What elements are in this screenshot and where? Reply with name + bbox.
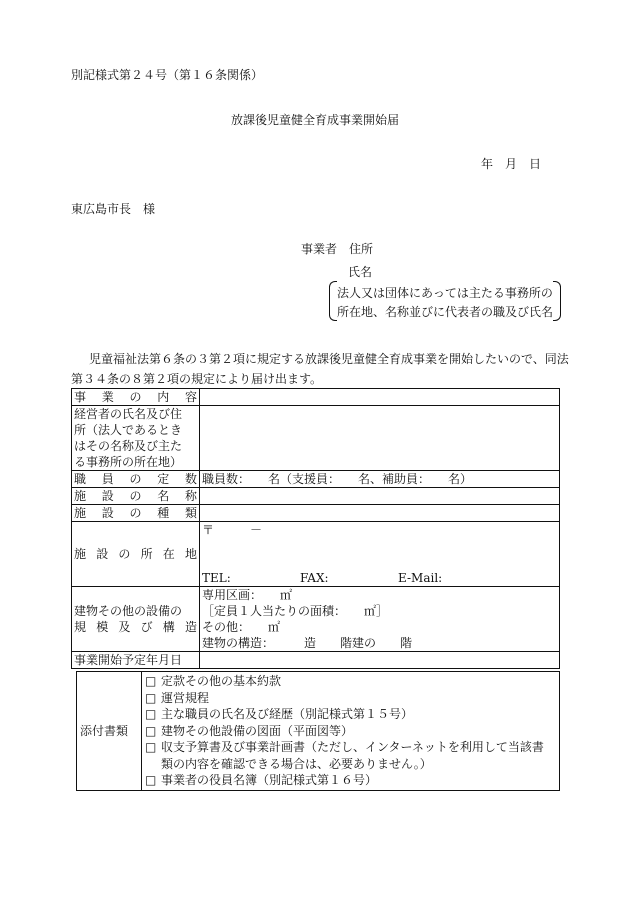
table-row bbox=[72, 587, 560, 652]
applicant-name-label: 氏名 bbox=[348, 265, 373, 279]
checkbox-icon[interactable]: □ bbox=[145, 707, 157, 721]
operator-label-line: る事務所の所在地） bbox=[74, 455, 183, 469]
form-id: 別記様式第２４号（第１６条関係） bbox=[71, 68, 264, 82]
label-business-content: 事 業 の 内 容 bbox=[72, 389, 200, 406]
field-staff-count[interactable]: 職員数： 名（支援員： 名、補助員： 名） bbox=[200, 471, 560, 488]
date-line: 年 月 日 bbox=[481, 157, 542, 171]
operator-label-line: 所（法人であるとき bbox=[74, 423, 183, 437]
checkbox-icon[interactable]: □ bbox=[145, 740, 157, 754]
label-start-date: 事業開始予定年月日 bbox=[72, 652, 200, 669]
note-line-2: 所在地、名称並びに代表者の職及び氏名 bbox=[337, 305, 554, 319]
field-facility-name[interactable] bbox=[200, 488, 560, 505]
email-label: E-Mail: bbox=[398, 571, 443, 585]
label-facility-location: 施 設 の 所 在 地 bbox=[72, 522, 200, 587]
operator-label-line: 経営者の氏名及び住 bbox=[74, 407, 183, 421]
field-operator[interactable] bbox=[200, 406, 560, 471]
applicant-address-label: 事業者 住所 bbox=[301, 242, 374, 256]
list-item: □ 建物その他設備の図面（平面図等） bbox=[145, 723, 354, 738]
attachments-list bbox=[142, 672, 560, 791]
table-row bbox=[72, 488, 560, 505]
building-line: ［定員１人当たりの面積： ㎡］ bbox=[202, 604, 389, 618]
label-operator bbox=[72, 406, 200, 471]
list-item-continuation: 類の内容を確認できる場合は、必要ありません。） bbox=[161, 756, 432, 771]
body-text-line-1: 児童福祉法第６条の３第２項に規定する放課後児童健全育成事業を開始したいので、同法 bbox=[89, 352, 569, 366]
table-row bbox=[72, 389, 560, 406]
applicant-note bbox=[329, 281, 561, 321]
building-line: 専用区画： ㎡ bbox=[202, 588, 293, 602]
table-row bbox=[77, 672, 560, 791]
application-table bbox=[71, 388, 560, 669]
table-row bbox=[72, 652, 560, 669]
list-item: □ 事業者の役員名簿（別記様式第１６号） bbox=[145, 773, 378, 787]
building-line: 建物の構造： 造 階建の 階 bbox=[202, 636, 413, 650]
addressee: 東広島市長 様 bbox=[71, 202, 156, 216]
label-staff-count: 職 員 の 定 数 bbox=[72, 471, 200, 488]
body-text-line-2: 第３４条の８第２項の規定により届け出ます。 bbox=[71, 372, 323, 386]
checkbox-icon[interactable]: □ bbox=[145, 674, 157, 688]
checkbox-icon[interactable]: □ bbox=[145, 690, 157, 705]
attachments-table bbox=[76, 671, 560, 791]
list-item: □ 主な職員の氏名及び経歴（別記様式第１５号） bbox=[145, 707, 414, 721]
list-item: □ 定款その他の基本約款 bbox=[145, 674, 282, 688]
field-business-content[interactable] bbox=[200, 389, 560, 406]
note-line-1: 法人又は団体にあっては主たる事務所の bbox=[337, 286, 553, 300]
table-row bbox=[72, 522, 560, 587]
table-row bbox=[72, 406, 560, 471]
bracket-right bbox=[553, 281, 561, 321]
label-facility-name: 施 設 の 名 称 bbox=[72, 488, 200, 505]
field-facility-type[interactable] bbox=[200, 505, 560, 522]
page-title: 放課後児童健全育成事業開始届 bbox=[230, 113, 399, 127]
field-start-date[interactable] bbox=[200, 652, 560, 669]
tel-label: TEL: bbox=[202, 571, 231, 585]
field-facility-location[interactable] bbox=[200, 522, 560, 587]
attachments-label: 添付書類 bbox=[77, 672, 142, 791]
operator-label-line: はその名称及び主た bbox=[74, 439, 183, 453]
building-label-line-1: 建物その他の設備の bbox=[74, 604, 183, 618]
label-facility-type: 施 設 の 種 類 bbox=[72, 505, 200, 522]
building-label-line-2: 規 模 及 び 構 造 bbox=[74, 620, 197, 634]
checkbox-icon[interactable]: □ bbox=[145, 723, 157, 738]
label-building bbox=[72, 587, 200, 652]
building-line: その他： ㎡ bbox=[202, 620, 281, 634]
table-row bbox=[72, 471, 560, 488]
bracket-left bbox=[329, 281, 337, 321]
list-item: □ 収支予算書及び事業計画書（ただし、インターネットを利用して当該書 bbox=[145, 740, 544, 754]
fax-label: FAX: bbox=[300, 571, 329, 585]
table-row bbox=[72, 505, 560, 522]
field-building[interactable] bbox=[200, 587, 560, 652]
checkbox-icon[interactable]: □ bbox=[145, 773, 157, 787]
postal-line: 〒 － bbox=[202, 523, 263, 537]
list-item: □ 運営規程 bbox=[145, 690, 210, 705]
